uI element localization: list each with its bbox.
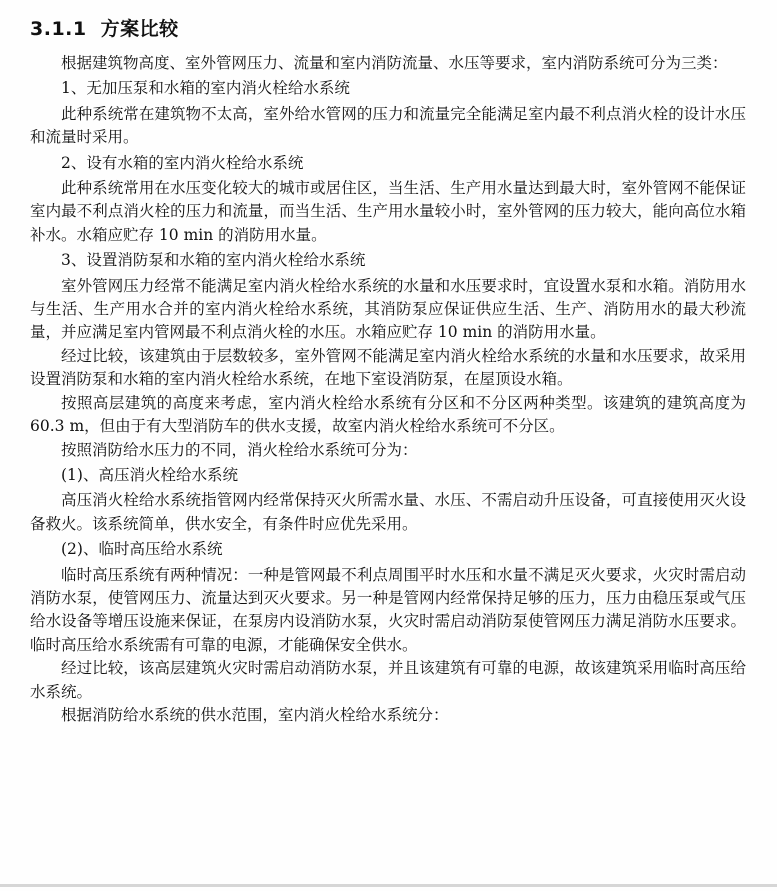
subheading-system-2: 2、设有水箱的室内消火栓给水系统 [61,153,304,172]
paragraph-supply-range: 根据消防给水系统的供水范围，室内消火栓给水系统分： [61,705,449,724]
paragraph-system-2: 此种系统常用在水压变化较大的城市或居住区，当生活、生产用水量达到最大时，室外管网不能保证室内最不利点消火栓的压力和流量，而当生活、生产用水量较小时，室外管网的压力较大，能向高位水箱补水。水箱应贮存 10 min 的消防用水量。 [30,179,746,244]
paragraph-pressure-types: 按照消防给水压力的不同，消火栓给水系统可分为： [61,440,418,459]
paragraph-high-pressure: 高压消火栓给水系统指管网内经常保持灭火所需水量、水压、不需启动升压设备，可直接使用灭火设备救火。该系统简单，供水安全，有条件时应优先采用。 [30,491,746,533]
paragraph-temporary-high-pressure: 临时高压系统有两种情况：一种是管网最不利点周围平时水压和水量不满足灭火要求，火灾时需启动消防水泵，使管网压力、流量达到灭火要求。另一种是管网内经常保持足够的压力，压力由稳压泵或气压给水设备等增压设施来保证，在泵房内设消防水泵，火灾时需启动消防泵使管网压力满足消防水压要求。临时高压给水系统需有可靠的电源，才能确保安全供水。 [30,565,746,654]
body-text [30,52,746,727]
subheading-high-pressure: (1)、高压消火栓给水系统 [61,465,238,484]
paragraph-intro: 根据建筑物高度、室外管网压力、流量和室内消防流量、水压等要求，室内消防系统可分为三类： [61,54,728,72]
section-heading [30,14,179,41]
page-bottom-edge [0,884,777,887]
section-title: 方案比较 [100,18,179,40]
paragraph-comparison-2: 经过比较，该高层建筑火灾时需启动消防水泵，并且该建筑有可靠的电源，故该建筑采用临时高压给水系统。 [30,659,746,701]
subheading-temporary-high-pressure: (2)、临时高压给水系统 [61,540,223,559]
paragraph-system-3: 室外管网压力经常不能满足室内消火栓给水系统的水量和水压要求时，宜设置水泵和水箱。消防用水与生活、生产用水合并的室内消火栓给水系统，其消防泵应保证供应生活、生产、消防用水的最大秒流量，并应满足室内管网最不利点消火栓的水压。水箱应贮存 10 min 的消防用水量。 [30,276,746,342]
paragraph-zoning: 按照高层建筑的高度来考虑，室内消火栓给水系统有分区和不分区两种类型。该建筑的建筑高度为 60.3 m，但由于有大型消防车的供水支援，故室内消火栓给水系统可不分区。 [30,393,746,436]
subheading-system-3: 3、设置消防泵和水箱的室内消火栓给水系统 [61,251,366,270]
paragraph-system-1: 此种系统常在建筑物不太高，室外给水管网的压力和流量完全能满足室内最不利点消火栓的设计水压和流量时采用。 [30,104,746,147]
subheading-system-1: 1、无加压泵和水箱的室内消火栓给水系统 [61,79,350,98]
paragraph-comparison-1: 经过比较，该建筑由于层数较多，室外管网不能满足室内消火栓给水系统的水量和水压要求，故采用设置消防泵和水箱的室内消火栓给水系统，在地下室设消防泵，在屋顶设水箱。 [30,346,746,389]
section-number: 3.1.1 [30,18,87,40]
